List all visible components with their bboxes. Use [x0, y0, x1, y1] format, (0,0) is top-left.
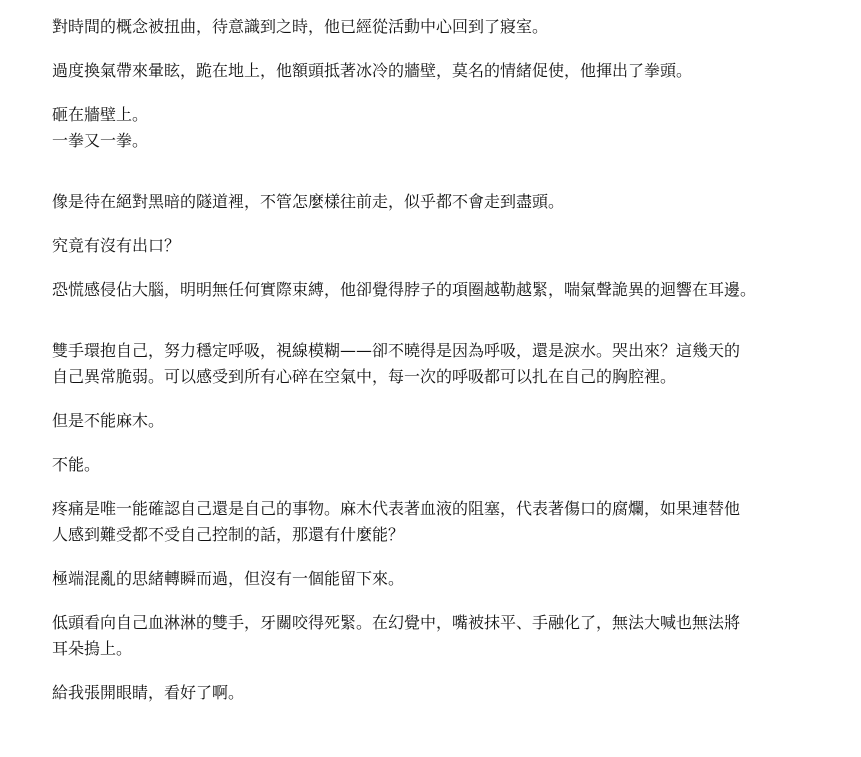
paragraph-13 [52, 680, 821, 706]
text-line: 給我張開眼睛，看好了啊。 [52, 683, 245, 702]
text-line: 低頭看向自己血淋淋的雙手，牙關咬得死緊。在幻覺中，嘴被抹平、手融化了，無法大喊也無法將 [52, 613, 741, 632]
paragraph-10 [52, 496, 821, 548]
paragraph-12 [52, 610, 821, 662]
text-line: 對時間的概念被扭曲，待意識到之時，他已經從活動中心回到了寢室。 [52, 17, 549, 36]
text-line: 雙手環抱自己，努力穩定呼吸，視線模糊——卻不曉得是因為呼吸，還是淚水。哭出來？這幾天的 [52, 341, 741, 360]
text-line: 恐慌感侵佔大腦，明明無任何實際束縛，他卻覺得脖子的項圈越勒越緊，喘氣聲詭異的迴響在耳邊。 [52, 280, 757, 299]
paragraph-5 [52, 233, 821, 259]
text-line: 砸在牆壁上。 [52, 105, 149, 124]
paragraph-7 [52, 338, 821, 390]
paragraph-2 [52, 58, 821, 84]
text-line: 究竟有沒有出口？ [52, 236, 181, 255]
paragraph-1 [52, 14, 821, 40]
text-line: 不能。 [52, 455, 101, 474]
text-line: 一拳又一拳。 [52, 131, 149, 150]
paragraph-8 [52, 408, 821, 434]
paragraph-6 [52, 277, 821, 303]
paragraph-9 [52, 452, 821, 478]
paragraph-11 [52, 566, 821, 592]
paragraph-3 [52, 102, 821, 154]
text-line: 但是不能麻木。 [52, 411, 165, 430]
text-line: 極端混亂的思緒轉瞬而過，但沒有一個能留下來。 [52, 569, 405, 588]
text-line: 自己異常脆弱。可以感受到所有心碎在空氣中，每一次的呼吸都可以扎在自己的胸腔裡。 [52, 367, 677, 386]
paragraph-4 [52, 189, 821, 215]
text-line: 人感到難受都不受自己控制的話，那還有什麼能？ [52, 525, 405, 544]
text-line: 像是待在絕對黑暗的隧道裡，不管怎麼樣往前走，似乎都不會走到盡頭。 [52, 192, 565, 211]
text-line: 疼痛是唯一能確認自己還是自己的事物。麻木代表著血液的阻塞，代表著傷口的腐爛，如果連替他 [52, 499, 741, 518]
text-line: 過度換氣帶來暈眩，跪在地上，他額頭抵著冰冷的牆壁，莫名的情緒促使，他揮出了拳頭。 [52, 61, 693, 80]
text-line: 耳朵摀上。 [52, 639, 133, 658]
